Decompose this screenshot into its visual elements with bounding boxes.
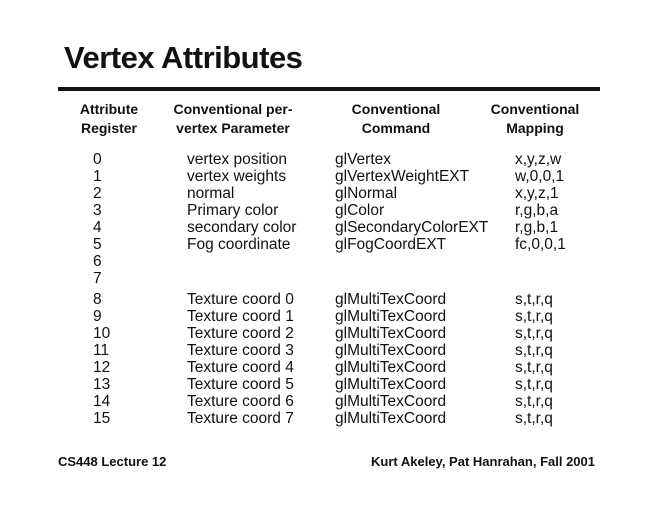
cell-register: 6: [93, 253, 102, 270]
cell-parameter: Texture coord 1: [187, 308, 294, 325]
cell-parameter: Texture coord 0: [187, 291, 294, 308]
column-header-conventional-command: [334, 100, 458, 138]
cell-register: 5: [93, 236, 102, 253]
cell-mapping: s,t,r,q: [515, 291, 553, 308]
cell-command: glMultiTexCoord: [335, 410, 447, 427]
table-row: [0, 376, 660, 393]
cell-command: glMultiTexCoord: [335, 359, 447, 376]
table-row: [0, 270, 660, 287]
cell-mapping: s,t,r,q: [515, 359, 553, 376]
cell-mapping: r,g,b,a: [515, 202, 559, 219]
cell-register: 9: [93, 308, 102, 325]
cell-parameter: Texture coord 3: [187, 342, 294, 359]
table-row: [0, 151, 660, 168]
cell-parameter: Primary color: [187, 202, 279, 219]
cell-register: 4: [93, 219, 102, 236]
cell-register: 15: [93, 410, 111, 427]
cell-register: 11: [93, 342, 110, 359]
cell-parameter: secondary color: [187, 219, 297, 236]
cell-register: 1: [93, 168, 102, 185]
footer-course-label: CS448 Lecture 12: [58, 454, 167, 469]
table-row: [0, 308, 660, 325]
cell-parameter: vertex weights: [187, 168, 287, 185]
table-row: [0, 202, 660, 219]
column-header-conventional-mapping: [473, 100, 597, 138]
table-row: [0, 236, 660, 253]
cell-parameter: Texture coord 6: [187, 393, 294, 410]
header-line: Attribute: [79, 101, 139, 117]
table-row: [0, 168, 660, 185]
cell-command: glFogCoordEXT: [335, 236, 447, 253]
cell-mapping: s,t,r,q: [515, 393, 553, 410]
title-underline-rule: [58, 87, 600, 91]
table-row: [0, 185, 660, 202]
cell-command: glMultiTexCoord: [335, 291, 447, 308]
cell-command: glMultiTexCoord: [335, 393, 447, 410]
cell-command: glVertex: [335, 151, 392, 168]
header-line: Register: [80, 120, 138, 136]
table-body: [0, 151, 660, 427]
cell-register: 8: [93, 291, 102, 308]
cell-command: glMultiTexCoord: [335, 342, 447, 359]
header-line: Conventional: [490, 101, 580, 117]
header-line: Mapping: [506, 120, 564, 136]
cell-parameter: Texture coord 5: [187, 376, 294, 393]
cell-command: glMultiTexCoord: [335, 376, 447, 393]
cell-parameter: normal: [187, 185, 235, 202]
cell-mapping: w,0,0,1: [515, 168, 565, 185]
cell-register: 7: [93, 270, 102, 287]
cell-command: glSecondaryColorEXT: [335, 219, 489, 236]
cell-register: 13: [93, 376, 111, 393]
cell-mapping: s,t,r,q: [515, 308, 553, 325]
footer-authors-label: Kurt Akeley, Pat Hanrahan, Fall 2001: [371, 454, 595, 469]
table-row: [0, 410, 660, 427]
table-row: [0, 253, 660, 270]
table-row: [0, 359, 660, 376]
cell-mapping: fc,0,0,1: [515, 236, 566, 253]
cell-parameter: Texture coord 7: [187, 410, 294, 427]
cell-mapping: s,t,r,q: [515, 325, 553, 342]
cell-register: 0: [93, 151, 102, 168]
cell-parameter: vertex position: [187, 151, 287, 168]
cell-command: glVertexWeightEXT: [335, 168, 470, 185]
cell-command: glMultiTexCoord: [335, 325, 447, 342]
header-line: Command: [361, 120, 431, 136]
column-header-conventional-parameter: [150, 100, 316, 138]
table-row: [0, 393, 660, 410]
cell-register: 12: [93, 359, 111, 376]
cell-register: 3: [93, 202, 102, 219]
cell-parameter: Fog coordinate: [187, 236, 291, 253]
cell-register: 10: [93, 325, 111, 342]
table-row: [0, 342, 660, 359]
cell-command: glColor: [335, 202, 385, 219]
table-row: [0, 291, 660, 308]
cell-mapping: s,t,r,q: [515, 342, 553, 359]
column-header-attribute-register: [59, 100, 159, 138]
table-row: [0, 325, 660, 342]
header-line: Conventional per-: [173, 101, 293, 117]
cell-command: glNormal: [335, 185, 398, 202]
page-title: Vertex Attributes: [64, 40, 303, 75]
header-line: vertex Parameter: [176, 120, 290, 136]
cell-mapping: x,y,z,w: [515, 151, 562, 168]
cell-mapping: s,t,r,q: [515, 410, 553, 427]
cell-register: 2: [93, 185, 102, 202]
cell-parameter: Texture coord 2: [187, 325, 294, 342]
cell-command: glMultiTexCoord: [335, 308, 447, 325]
cell-mapping: s,t,r,q: [515, 376, 553, 393]
cell-parameter: Texture coord 4: [187, 359, 294, 376]
cell-mapping: r,g,b,1: [515, 219, 559, 236]
table-row: [0, 219, 660, 236]
cell-mapping: x,y,z,1: [515, 185, 559, 202]
cell-register: 14: [93, 393, 111, 410]
header-line: Conventional: [351, 101, 441, 117]
